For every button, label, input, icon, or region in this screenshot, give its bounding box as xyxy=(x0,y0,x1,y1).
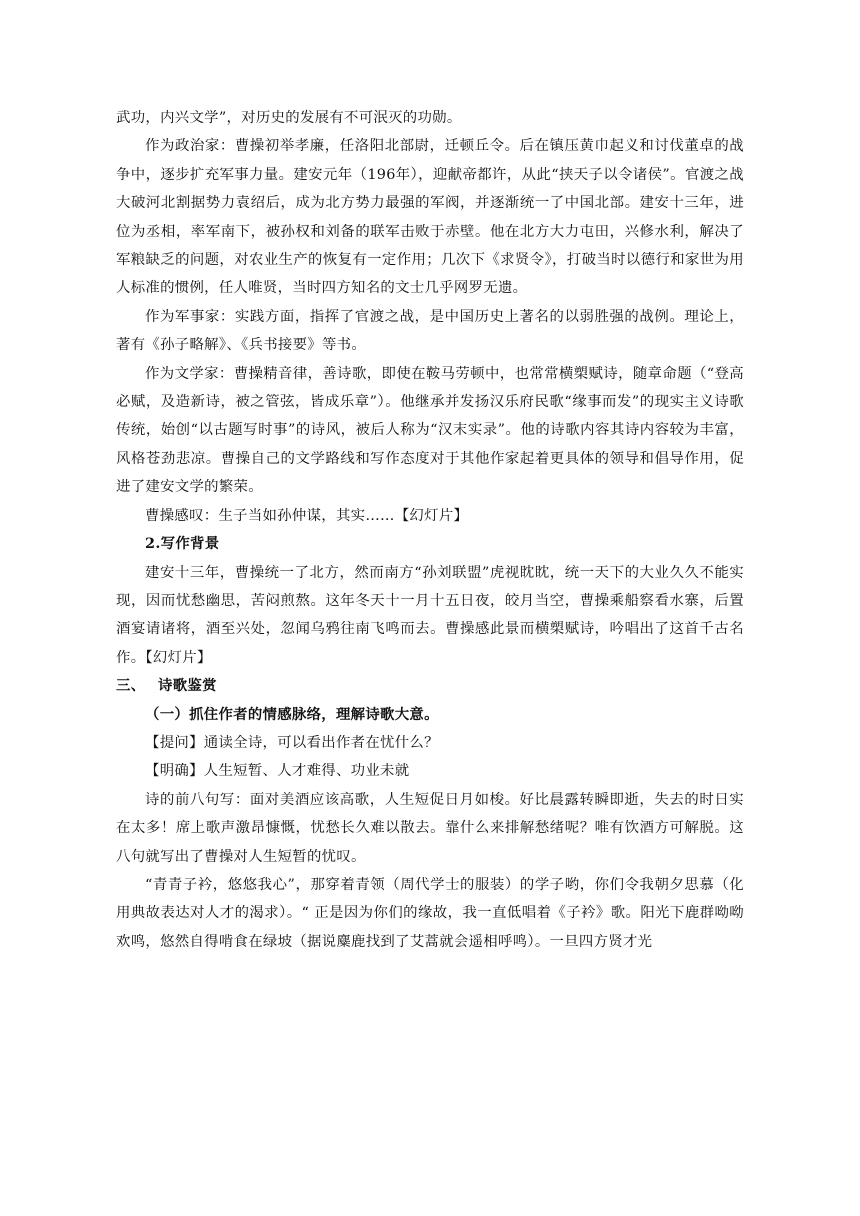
paragraph-sigh: 曹操感叹：生子当如孙仲谋，其实……【幻灯片】 xyxy=(145,507,469,524)
answer-tag: 【明确】 xyxy=(145,763,204,780)
paragraph-1: 武功，内兴文学”，对历史的发展有不可泯灭的功勋。 xyxy=(116,110,462,126)
paragraph-first-eight-lines: 诗的前八句写：面对美酒应该高歌，人生短促日月如梭。好比晨露转瞬即逝，失去的时日实在太多！席上歌声激昂慷慨，忧愁长久难以散去。靠什么来排解愁绪呢？唯有饮酒方可解脱。这八句就写出了曹操对人生短暂的忧叹。 xyxy=(116,791,744,865)
question-tag: 【提问】 xyxy=(145,734,204,751)
section-number: 三、 xyxy=(116,677,146,695)
answer-text: 人生短暂、人才难得、功业未就 xyxy=(203,763,410,780)
heading-writing-background: 2.写作背景 xyxy=(145,535,220,553)
paragraph-background: 建安十三年，曹操统一了北方，然而南方“孙刘联盟”虎视眈眈，统一天下的大业久久不能实现，因而忧愁幽思，苦闷煎熬。这年冬天十一月十五日夜，皎月当空，曹操乘船察看水寨，后置酒宴请诸将，酒至兴处，忽闻乌鸦往南飞鸣而去。曹操感此景而横槊赋诗，吟唱出了这首千古名作。【幻灯片】 xyxy=(116,564,744,666)
paragraph-politician: 作为政治家：曹操初举孝廉，任洛阳北部尉，迁顿丘令。后在镇压黄巾起义和讨伐董卓的战争中，逐步扩充军事力量。建安元年（196年），迎献帝都许，从此“挟天子以令诸侯”。官渡之战大破河北割据势力袁绍后，成为北方势力最强的军阀，并逐渐统一了中国北部。建安十三年，进位为丞相，率军南下，被孙权和刘备的联军击败于赤壁。他在北方大力屯田，兴修水利，解决了军粮缺乏的问题，对农业生产的恢复有一定作用；几次下《求贤令》，打破当时以德行和家世为用人标准的惯例，任人唯贤，当时四方知名的文士几乎网罗无遗。 xyxy=(116,138,744,297)
paragraph-military: 作为军事家：实践方面，指挥了官渡之战，是中国历史上著名的以弱胜强的战例。理论上，著有《孙子略解》、《兵书接要》等书。 xyxy=(116,308,744,354)
paragraph-literary: 作为文学家：曹操精音律，善诗歌，即使在鞍马劳顿中，也常常横槊赋诗，随章命题（“登高必赋，及造新诗，被之管弦，皆成乐章”）。他继承并发扬汉乐府民歌“缘事而发”的现实主义诗歌传统，始创“以古题写时事”的诗风，被后人称为“汉末实录”。他的诗歌内容其诗内容较为丰富，风格苍劲悲凉。曹操自己的文学路线和写作态度对于其他作家起着更具体的领导和倡导作用，促进了建安文学的繁荣。 xyxy=(116,365,744,496)
section-title: 诗歌鉴赏 xyxy=(158,677,217,695)
question-line xyxy=(116,729,744,757)
question-text: 通读全诗，可以看出作者在忧什么？ xyxy=(203,734,439,751)
heading-section-3 xyxy=(116,672,744,700)
heading-subsection-1: （一）抓住作者的情感脉络，理解诗歌大意。 xyxy=(145,705,439,723)
paragraph-zijin: “青青子衿，悠悠我心”，那穿着青领（周代学士的服装）的学子哟，你们令我朝夕思慕（化用典故表达对人才的渴求）。“ 正是因为你们的缘故，我一直低唱着《子衿》歌。阳光下鹿群呦呦欢鸣，悠然自得啃食在绿坡（据说麋鹿找到了艾蒿就会遥相呼鸣）。一旦四方贤才光 xyxy=(116,876,744,950)
answer-line xyxy=(116,757,744,785)
